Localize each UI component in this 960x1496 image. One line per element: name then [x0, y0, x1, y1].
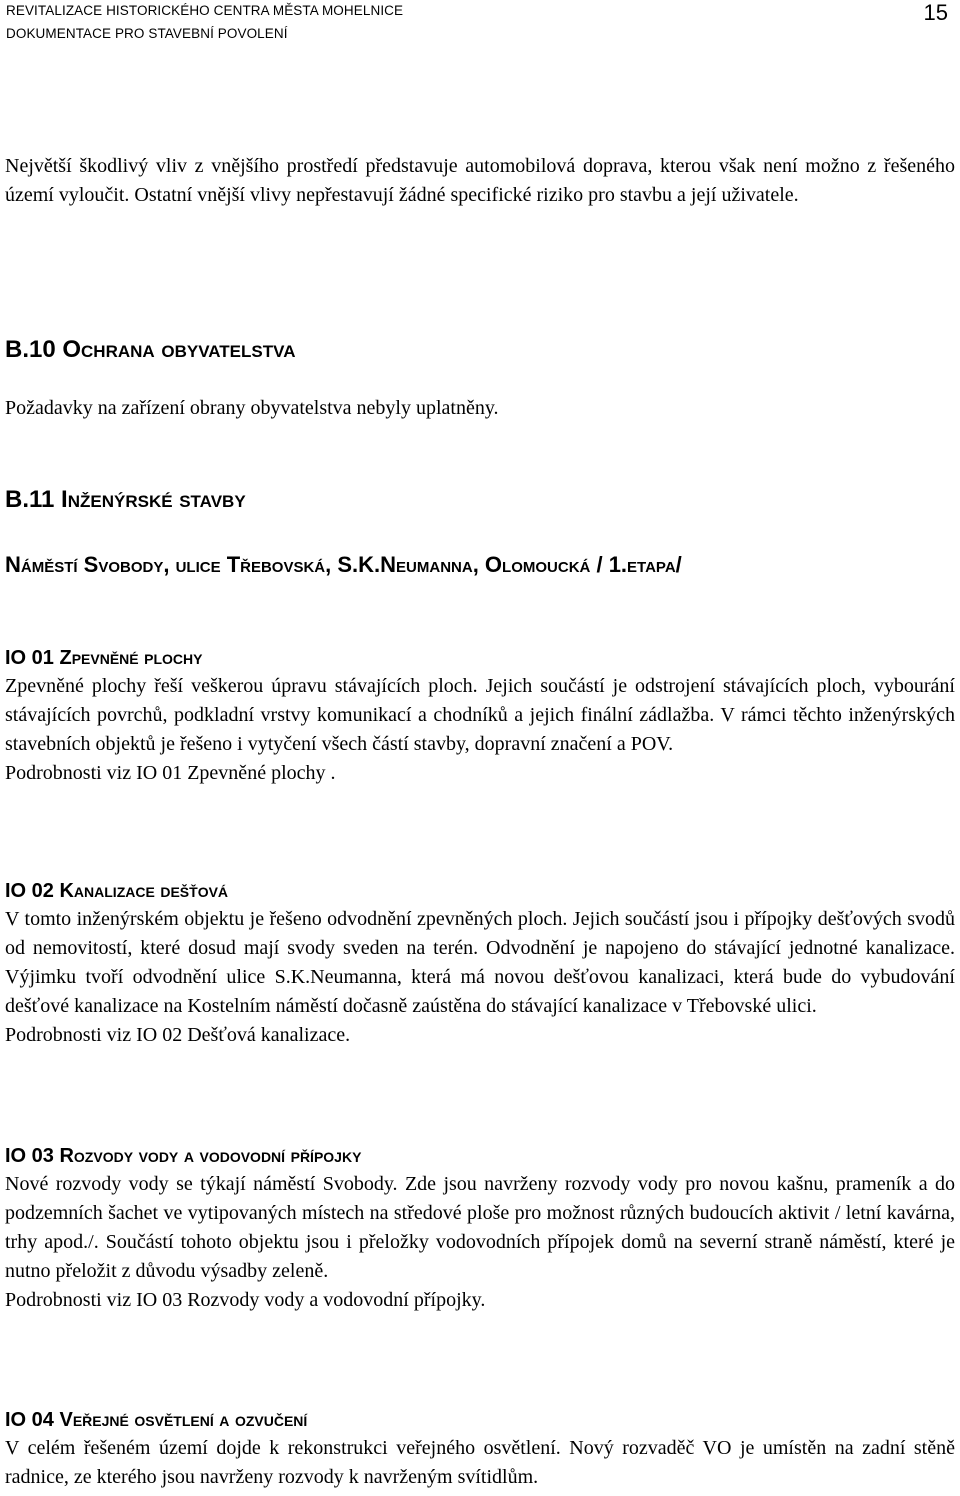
- b11-heading: B.11 Inženýrské stavby: [5, 486, 246, 513]
- io03-text: Nové rozvody vody se týkají náměstí Svobody. Zde jsou navrženy rozvody vody pro novou kašnu, prameník a do podzemních šachet ve vytipovaných místech na středové ploše pro možnost různých budoucích aktivit / letní kavárna, trhy apod./. Součástí tohoto objektu jsou i přeložky vodovodních přípojek domů na severní straně náměstí, které je nutno přeložit z důvodu výsadby zeleně.: [5, 1173, 955, 1282]
- section-io01: [5, 644, 955, 788]
- section-io02: [5, 877, 955, 1050]
- b10-text: Požadavky na zařízení obrany obyvatelstva nebyly uplatněny.: [5, 397, 499, 419]
- io02-text: V tomto inženýrském objektu je řešeno odvodnění zpevněných ploch. Jejich součástí jsou i přípojky dešťových svodů od nemovitostí, které dosud mají svody sveden na terén. Odvodnění je napojeno do stávající jednotné kanalizace. Výjimku tvoří odvodnění ulice S.K.Neumanna, která má novou dešťovou kanalizaci, která bude do vybudování dešťové kanalizace na Kostelním náměstí dočasně zaústěna do stávající kanalizace v Třebovské ulici.: [5, 908, 955, 1017]
- section-b11: [5, 486, 955, 514]
- page-number: 15: [923, 0, 948, 25]
- io01-text: Zpevněné plochy řeší veškerou úpravu stávajících ploch. Jejich součástí je odstrojení stávajících ploch, vybourání stávajících povrchů, podkladní vrstvy komunikací a chodníků a jejich finální zádlažba. V rámci těchto inženýrských stavebních objektů je řešeno i vytyčení všech částí stavby, dopravní značení a POV.: [5, 675, 955, 755]
- io03-heading: IO 03 Rozvody vody a vodovodní přípojky: [5, 1145, 362, 1167]
- header-subtitle: DOKUMENTACE PRO STAVEBNÍ POVOLENÍ: [6, 26, 288, 41]
- io03-details: Podrobnosti viz IO 03 Rozvody vody a vodovodní přípojky.: [5, 1289, 486, 1311]
- section-io03: [5, 1142, 955, 1315]
- io01-details: Podrobnosti viz IO 01 Zpevněné plochy .: [5, 762, 336, 784]
- io02-heading: IO 02 Kanalizace dešťová: [5, 880, 229, 902]
- io01-heading: IO 01 Zpevněné plochy: [5, 647, 203, 669]
- io04-heading: IO 04 Veřejné osvětlení a ozvučení: [5, 1409, 308, 1431]
- intro-paragraph: Největší škodlivý vliv z vnějšího prostředí představuje automobilová doprava, kterou však není možno z řešeného území vyloučit. Ostatní vnější vlivy nepřestavují žádné specifické riziko pro stavbu a její uživatele.: [5, 155, 955, 206]
- intro-section: [5, 152, 955, 210]
- b10-body: [5, 394, 955, 423]
- header-title: REVITALIZACE HISTORICKÉHO CENTRA MĚSTA MOHELNICE: [6, 3, 404, 18]
- b11-sub: [5, 551, 955, 579]
- io04-text: V celém řešeném území dojde k rekonstrukci veřejného osvětlení. Nový rozvaděč VO je umístěn na zadní stěně radnice, ze kterého jsou navrženy rozvody k navrženým svítidlům.: [5, 1437, 955, 1488]
- b10-heading: B.10 Ochrana obyvatelstva: [5, 336, 296, 363]
- b11-subheading: Náměstí Svobody, ulice Třebovská, S.K.Neumanna, Olomoucká / 1.etapa/: [5, 552, 682, 577]
- io02-details: Podrobnosti viz IO 02 Dešťová kanalizace.: [5, 1024, 351, 1046]
- section-io04: [5, 1406, 955, 1492]
- section-b10: [5, 336, 955, 364]
